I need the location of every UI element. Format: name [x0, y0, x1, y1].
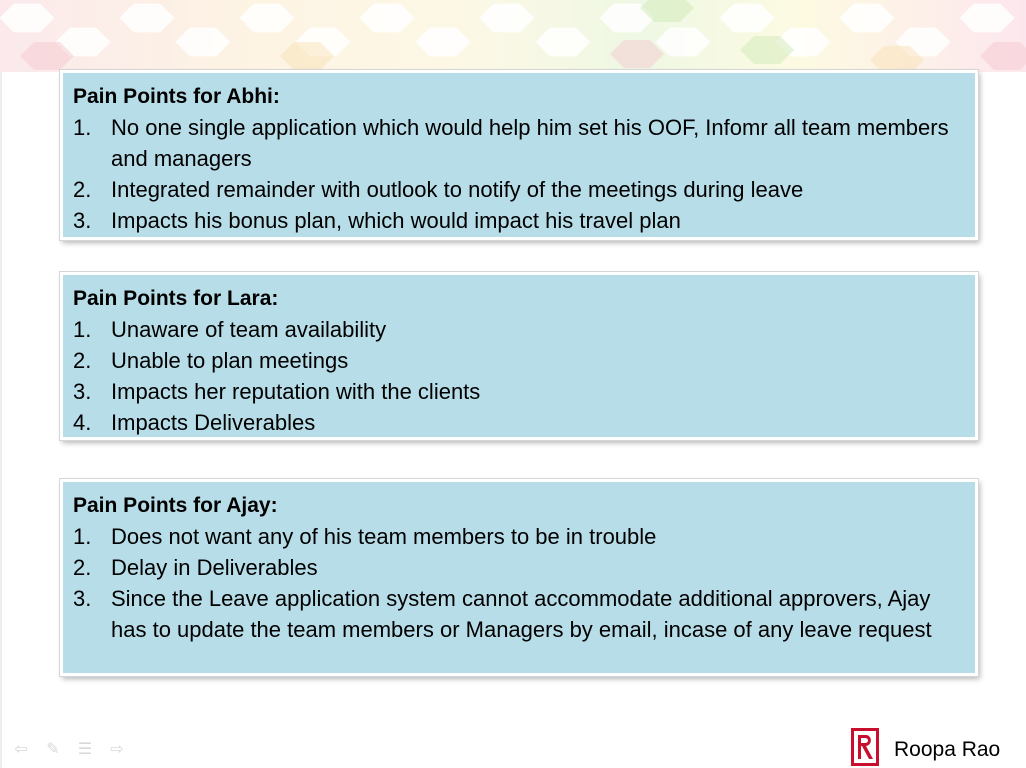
- list-number: 2.: [73, 555, 92, 580]
- list-item-text: Does not want any of his team members to be in trouble: [111, 524, 657, 549]
- r-logo-icon: [851, 728, 879, 766]
- list-number: 3.: [73, 586, 92, 611]
- list-number: 1.: [73, 524, 92, 549]
- slide-edge: [0, 72, 2, 768]
- list-item-text: Unable to plan meetings: [111, 348, 349, 373]
- box-title: Pain Points for Lara:: [73, 287, 279, 310]
- list-item-text: Impacts her reputation with the clients: [111, 379, 481, 404]
- box-title: Pain Points for Ajay:: [73, 494, 278, 517]
- pain-points-list: [73, 314, 965, 438]
- decorative-hexagon-banner: [0, 0, 1026, 72]
- list-item: [73, 407, 965, 438]
- list-item-text: Since the Leave application system cannot accommodate additional approvers, Ajay has to update the team members or Managers by email, incase of any leave request: [111, 586, 932, 642]
- list-item: [73, 174, 965, 205]
- pain-points-list: [73, 112, 965, 236]
- list-number: 1.: [73, 317, 92, 342]
- slideshow-nav: [10, 739, 128, 759]
- pain-points-abhi-box: [60, 70, 978, 240]
- author-name: Roopa Rao: [894, 738, 1001, 761]
- pain-points-ajay-box: [60, 479, 978, 676]
- list-number: 3.: [73, 379, 92, 404]
- list-item: [73, 583, 965, 645]
- pen-icon[interactable]: ✎: [46, 741, 60, 758]
- list-item: [73, 205, 965, 236]
- list-item-text: No one single application which would help him set his OOF, Infomr all team members and managers: [111, 115, 949, 171]
- list-item: [73, 314, 965, 345]
- list-item-text: Integrated remainder with outlook to notify of the meetings during leave: [111, 177, 804, 202]
- pain-points-list: [73, 521, 965, 645]
- previous-arrow-icon[interactable]: ⇦: [14, 741, 28, 758]
- list-item: [73, 345, 965, 376]
- hexagon-pattern: [0, 0, 1026, 72]
- list-item: [73, 112, 965, 174]
- list-item: [73, 376, 965, 407]
- list-item: [73, 552, 965, 583]
- list-number: 2.: [73, 177, 92, 202]
- list-number: 2.: [73, 348, 92, 373]
- list-item-text: Impacts Deliverables: [111, 410, 316, 435]
- list-item-text: Unaware of team availability: [111, 317, 387, 342]
- next-arrow-icon[interactable]: ⇨: [110, 741, 124, 758]
- list-number: 1.: [73, 115, 92, 140]
- list-item-text: Impacts his bonus plan, which would impact his travel plan: [111, 208, 681, 233]
- pain-points-lara-box: [60, 272, 978, 440]
- list-number: 3.: [73, 208, 92, 233]
- list-item-text: Delay in Deliverables: [111, 555, 318, 580]
- list-item: [73, 521, 965, 552]
- menu-icon[interactable]: ☰: [77, 741, 93, 758]
- box-title: Pain Points for Abhi:: [73, 85, 280, 108]
- list-number: 4.: [73, 410, 92, 435]
